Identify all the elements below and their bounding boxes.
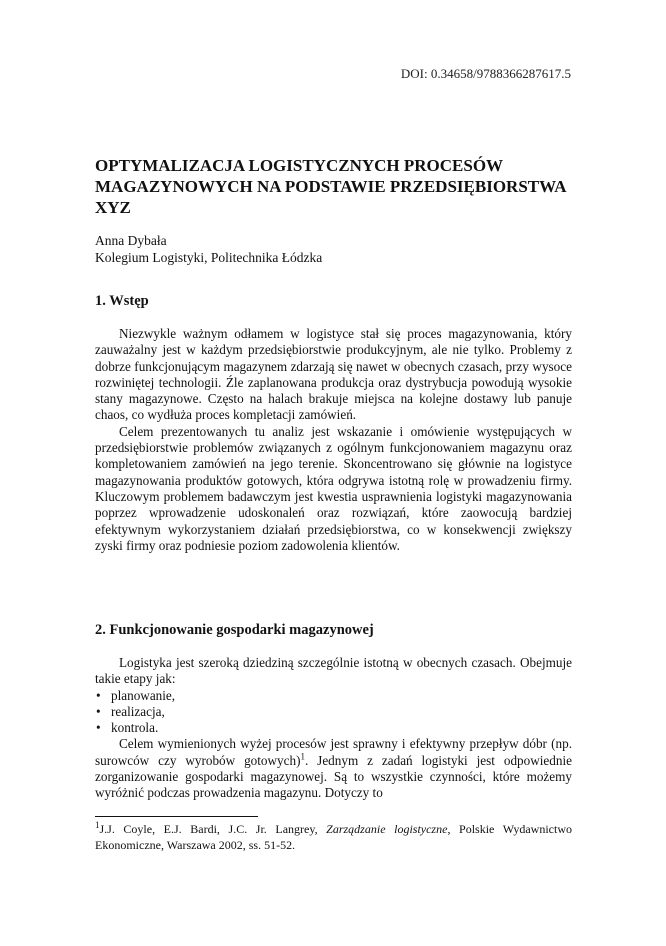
footnote-number: 1 [95,820,100,830]
paper-title: OPTYMALIZACJA LOGISTYCZNYCH PROCESÓW MAGAZYNOWYCH NA PODSTAWIE PRZEDSIĘBIORSTWA XYZ [95,156,566,217]
footnote-separator [95,816,258,817]
list-item [95,704,572,720]
list-item-text: kontrola. [111,720,159,736]
paragraph-text: Celem wymienionych wyżej procesów jest sprawny i efektywny przepływ dóbr (np. surowców czy wyrobów gotowych) [95,736,572,768]
section-heading-warehouse: 2. Funkcjonowanie gospodarki magazynowej [95,622,374,638]
paragraph: Niezwykle ważnym odłamem w logistyce stał się proces magazynowania, który zauważalny jest w każdym przedsiębiorstwie produkcyjnym, ale nie tylko. Problemy z dobrze funkcjonującym magazynem zdarzają się nawet w obecnych czasach, przy wysoce rozwiniętej technologii. Źle zaplanowana produkcja oraz dystrybucja powodują wysokie stany magazynowe. Często na halach brakuje miejsca na kolejne dostawy lub panuje chaos, co wydłuża proces kompletacji zamówień. [95,326,572,423]
author-block [95,232,322,266]
footnote [95,822,572,853]
author-affiliation: Kolegium Logistyki, Politechnika Łódzka [95,250,323,265]
list-item-text: planowanie, [111,687,176,703]
section-heading-intro: 1. Wstęp [95,293,149,309]
bullet-list [95,688,572,737]
list-item-text: realizacja, [111,703,165,719]
bullet-icon: • [96,720,101,736]
author-name: Anna Dybała [95,233,167,248]
bullet-icon: • [96,703,101,719]
paragraph-text: . Jednym z zadań logistyki jest odpowiednie zorganizowanie gospodarki magazynowej. Są to wszystkie czynności, które możemy wyróżnić podczas prowadzenia magazynu. Dotyczy to [95,752,572,801]
section-body-intro [95,326,572,554]
paragraph [95,736,572,801]
footnote-ref[interactable]: 1 [300,751,305,762]
section-body-warehouse [95,655,572,802]
doi-identifier: DOI: 0.34658/9788366287617.5 [400,66,571,81]
list-item [95,720,572,736]
footnote-publisher: , Polskie Wydawnictwo Ekonomiczne, Warszawa 2002, ss. 51-52. [95,822,572,852]
list-item [95,688,572,704]
footnote-book-title: Zarządzanie logistyczne [326,822,448,836]
footnote-authors: J.J. Coyle, E.J. Bardi, J.C. Jr. Langrey, [99,822,327,836]
bullet-icon: • [96,687,101,703]
paragraph: Logistyka jest szeroką dziedziną szczególnie istotną w obecnych czasach. Obejmuje takie etapy jak: [95,655,572,687]
paragraph: Celem prezentowanych tu analiz jest wskazanie i omówienie występujących w przedsiębiorstwie problemów związanych z ogólnym funkcjonowaniem magazynu oraz kompletowaniem zamówień na jego terenie. Skoncentrowano się głównie na logistyce magazynowania produktów gotowych, która odgrywa istotną rolę w prowadzeniu firmy. Kluczowym problemem badawczym jest kwestia usprawnienia logistyki magazynowania poprzez wprowadzenie udoskonaleń oraz rozwiązań, które zaowocują bardziej efektywnym wykorzystaniem działań przedsiębiorstwa, co w konsekwencji zwiększy zyski firmy oraz podniesie poziom zadowolenia klientów. [95,423,572,553]
